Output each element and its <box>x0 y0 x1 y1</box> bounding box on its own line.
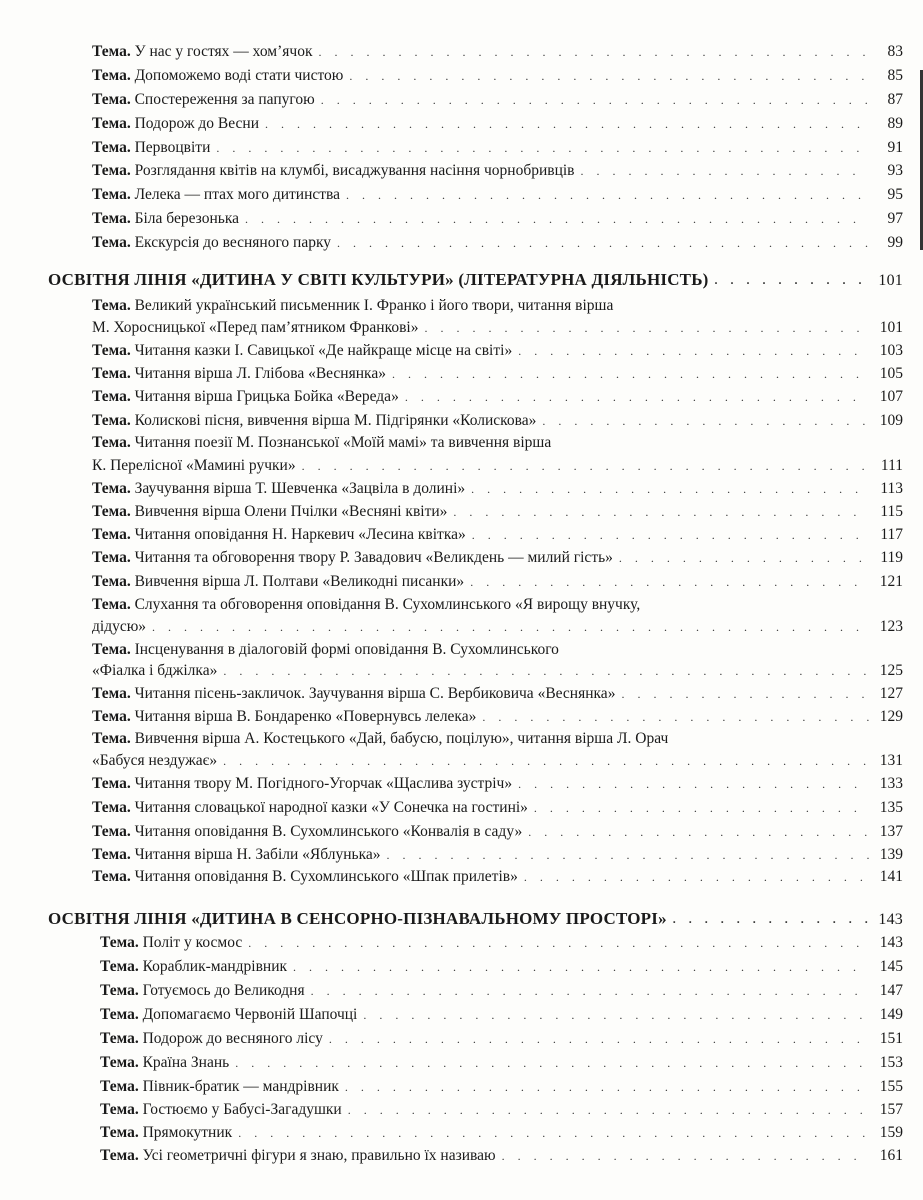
entry-title: Заучування вірша Т. Шевченка «Зацвіла в долині» <box>134 480 466 497</box>
entry-title: Читання словацької народної казки «У Сонечка на гостині» <box>134 799 528 816</box>
entry-label: Тема. <box>100 934 139 951</box>
entry-label: Тема. <box>92 186 131 203</box>
toc-entry-first-line <box>92 596 640 614</box>
toc-entry <box>100 1123 903 1143</box>
page-number: 123 <box>879 618 903 635</box>
page-number: 141 <box>879 868 903 885</box>
entry-label: Тема. <box>92 234 131 251</box>
dot-leader <box>621 688 869 700</box>
toc-entry-first-line <box>92 434 551 452</box>
entry-label: Тема. <box>100 1030 139 1047</box>
dot-leader <box>518 345 869 357</box>
dot-leader <box>542 415 869 427</box>
entry-label: Тема. <box>100 1101 139 1118</box>
entry-label: Тема. <box>92 526 131 543</box>
entry-title: «Фіалка і бджілка» <box>92 662 218 679</box>
page-number: 103 <box>879 342 903 359</box>
dot-leader <box>223 665 869 677</box>
section-heading-sensory <box>48 909 903 929</box>
dot-leader <box>472 529 869 541</box>
section-title: ОСВІТНЯ ЛІНІЯ «ДИТИНА В СЕНСОРНО-ПІЗНАВАЛЬНОМУ ПРОСТОРІ» <box>48 909 667 928</box>
page-number: 139 <box>879 846 903 863</box>
entry-title: Читання твору М. Погідного-Угорчак «Щаслива зустріч» <box>134 775 513 792</box>
entry-label: Тема. <box>92 210 131 227</box>
entry-label: Тема. <box>92 434 131 451</box>
dot-leader <box>534 802 869 814</box>
dot-leader <box>392 368 869 380</box>
page-number: 107 <box>879 388 903 405</box>
page-number: 159 <box>879 1124 903 1141</box>
dot-leader <box>293 961 869 973</box>
page-number: 121 <box>879 573 903 590</box>
page-number: 93 <box>887 162 903 179</box>
page-number: 87 <box>887 91 903 108</box>
page-number: 161 <box>879 1147 903 1164</box>
page-number: 115 <box>880 503 903 520</box>
dot-leader <box>321 94 869 106</box>
toc-entry <box>92 209 903 229</box>
toc-entry <box>92 502 903 522</box>
toc-entry <box>92 867 903 887</box>
dot-leader <box>470 576 869 588</box>
entry-title: Читання вірша В. Бондаренко «Повернувсь лелека» <box>134 708 477 725</box>
page-number: 99 <box>887 234 903 251</box>
toc-entry <box>100 933 903 953</box>
page-number: 137 <box>879 823 903 840</box>
entry-title-line1: Великий український письменник І. Франко і його твори, читання вірша <box>134 297 614 314</box>
entry-title: К. Перелісної «Мамині ручки» <box>92 457 296 474</box>
dot-leader <box>471 483 869 495</box>
entry-title: Політ у космос <box>142 934 243 951</box>
toc-entry <box>92 90 903 110</box>
page-number: 109 <box>879 412 903 429</box>
page-number: 131 <box>879 752 903 769</box>
toc-entry <box>92 684 903 704</box>
toc-entry <box>92 42 903 62</box>
dot-leader <box>502 1150 869 1162</box>
dot-leader <box>482 711 869 723</box>
entry-title: Півник-братик — мандрівник <box>142 1078 339 1095</box>
entry-title: Читання оповідання Н. Наркевич «Лесина квітка» <box>134 526 466 543</box>
entry-title: М. Хоросницької «Перед пам’ятником Франкові» <box>92 319 419 336</box>
page-number: 85 <box>887 67 903 84</box>
entry-label: Тема. <box>92 139 131 156</box>
entry-title: Первоцвіти <box>134 139 211 156</box>
dot-leader <box>235 1057 869 1069</box>
entry-label: Тема. <box>100 1124 139 1141</box>
toc-entry <box>92 479 903 499</box>
page-number: 97 <box>887 210 903 227</box>
toc-entry <box>100 1005 903 1025</box>
entry-title: Вивчення вірша Олени Пчілки «Весняні квіти» <box>134 503 448 520</box>
toc-entry <box>92 364 903 384</box>
entry-title: дідусю» <box>92 618 147 635</box>
entry-title: Читання казки І. Савицької «Де найкраще місце на світі» <box>134 342 513 359</box>
entry-label: Тема. <box>92 43 131 60</box>
dot-leader <box>453 506 869 518</box>
page-number: 129 <box>879 708 903 725</box>
entry-title-line1: Читання поезії М. Познанської «Моїй мамі» та вивчення вірша <box>134 434 552 451</box>
entry-title: Читання пісень-закличок. Заучування вірша С. Вербиковича «Веснянка» <box>134 685 616 702</box>
entry-title: Прямокутник <box>142 1124 233 1141</box>
entry-label: Тема. <box>100 1147 139 1164</box>
entry-title: Усі геометричні фігури я знаю, правильно їх називаю <box>142 1147 496 1164</box>
entry-label: Тема. <box>92 412 131 429</box>
dot-leader <box>265 118 869 130</box>
toc-entry <box>100 1029 903 1049</box>
toc-entry <box>92 161 903 181</box>
page-number: 101 <box>878 272 903 289</box>
dot-leader <box>337 237 869 249</box>
page-number: 133 <box>879 775 903 792</box>
entry-label: Тема. <box>92 641 131 658</box>
page-number: 153 <box>879 1054 903 1071</box>
toc-entry-first-line <box>92 730 668 748</box>
toc-entry <box>92 185 903 205</box>
dot-leader <box>216 142 869 154</box>
toc-entry <box>92 318 903 338</box>
dot-leader <box>715 274 869 286</box>
toc-entry <box>92 456 903 476</box>
dot-leader <box>318 46 869 58</box>
entry-title: Готуємось до Великодня <box>142 982 305 999</box>
page-number: 127 <box>879 685 903 702</box>
entry-label: Тема. <box>92 342 131 359</box>
page-number: 151 <box>879 1030 903 1047</box>
entry-label: Тема. <box>92 388 131 405</box>
toc-entry <box>92 572 903 592</box>
page-number: 143 <box>878 911 903 928</box>
entry-title: Читання вірша Л. Глібова «Веснянка» <box>134 365 386 382</box>
dot-leader <box>619 552 869 564</box>
toc-entry <box>92 548 903 568</box>
dot-leader <box>363 1009 869 1021</box>
page-number: 143 <box>879 934 903 951</box>
entry-title: У нас у гостях — хом’ячок <box>134 43 313 60</box>
entry-title: Країна Знань <box>142 1054 230 1071</box>
toc-entry <box>92 617 903 637</box>
entry-title: Читання оповідання В. Сухомлинського «Конвалія в саду» <box>134 823 523 840</box>
entry-title: Подорож до весняного лісу <box>142 1030 323 1047</box>
entry-label: Тема. <box>92 868 131 885</box>
toc-entry <box>92 661 903 681</box>
toc-entry <box>92 114 903 134</box>
toc-entry <box>92 387 903 407</box>
page-number: 89 <box>887 115 903 132</box>
toc-entry <box>92 822 903 842</box>
entry-title: Вивчення вірша Л. Полтави «Великодні писанки» <box>134 573 465 590</box>
entry-label: Тема. <box>100 1054 139 1071</box>
toc-entry <box>100 1146 903 1166</box>
page-number: 113 <box>880 480 903 497</box>
dot-leader <box>349 70 869 82</box>
dot-leader <box>524 871 869 883</box>
entry-title-line1: Слухання та обговорення оповідання В. Сухомлинського «Я вирощу внучку, <box>134 596 641 613</box>
toc-entry <box>92 525 903 545</box>
toc-entry <box>92 411 903 431</box>
entry-label: Тема. <box>92 596 131 613</box>
page-number: 101 <box>879 319 903 336</box>
entry-label: Тема. <box>92 162 131 179</box>
entry-label: Тема. <box>92 91 131 108</box>
entry-title: Колискові пісня, вивчення вірша М. Підгірянки «Колискова» <box>134 412 537 429</box>
entry-label: Тема. <box>92 799 131 816</box>
entry-label: Тема. <box>92 823 131 840</box>
page-number: 149 <box>879 1006 903 1023</box>
dot-leader <box>581 165 870 177</box>
toc-entry <box>100 1100 903 1120</box>
dot-leader <box>518 778 869 790</box>
section-title: ОСВІТНЯ ЛІНІЯ «ДИТИНА У СВІТІ КУЛЬТУРИ» (ЛІТЕРАТУРНА ДІЯЛЬНІСТЬ) <box>48 270 709 289</box>
toc-entry <box>92 774 903 794</box>
page-number: 155 <box>879 1078 903 1095</box>
entry-title: Лелека — птах мого дитинства <box>134 186 341 203</box>
section-heading-culture <box>48 270 903 290</box>
toc-entry <box>92 341 903 361</box>
page-number: 147 <box>879 982 903 999</box>
entry-label: Тема. <box>92 775 131 792</box>
entry-label: Тема. <box>92 480 131 497</box>
page-number: 95 <box>887 186 903 203</box>
entry-title: Допомагаємо Червоній Шапочці <box>142 1006 358 1023</box>
page-number: 135 <box>879 799 903 816</box>
page-number: 157 <box>879 1101 903 1118</box>
entry-title: Гостюємо у Бабусі-Загадушки <box>142 1101 342 1118</box>
entry-label: Тема. <box>100 1006 139 1023</box>
dot-leader <box>223 755 869 767</box>
entry-label: Тема. <box>92 708 131 725</box>
page-number: 105 <box>879 365 903 382</box>
toc-entry <box>100 1077 903 1097</box>
entry-title: Читання вірша Н. Забіли «Яблунька» <box>134 846 381 863</box>
toc-entry <box>92 66 903 86</box>
dot-leader <box>311 985 869 997</box>
entry-title: Екскурсія до весняного парку <box>134 234 332 251</box>
toc-entry-first-line <box>92 641 559 659</box>
dot-leader <box>238 1127 869 1139</box>
page-number: 91 <box>887 139 903 156</box>
entry-title: Подорож до Весни <box>134 115 260 132</box>
entry-title: Кораблик-мандрівник <box>142 958 288 975</box>
entry-label: Тема. <box>92 365 131 382</box>
toc-entry <box>100 981 903 1001</box>
entry-title: «Бабуся нездужає» <box>92 752 218 769</box>
entry-title-line1: Вивчення вірша А. Костецького «Дай, бабусю, поцілую», читання вірша Л. Орач <box>134 730 669 747</box>
dot-leader <box>387 849 869 861</box>
entry-label: Тема. <box>92 297 131 314</box>
page-number: 125 <box>879 662 903 679</box>
entry-label: Тема. <box>100 1078 139 1095</box>
entry-title: Допоможемо воді стати чистою <box>134 67 344 84</box>
dot-leader <box>152 621 869 633</box>
dot-leader <box>346 189 869 201</box>
page-number: 83 <box>887 43 903 60</box>
toc-entry <box>92 707 903 727</box>
page-number: 145 <box>879 958 903 975</box>
dot-leader <box>245 213 869 225</box>
dot-leader <box>302 460 869 472</box>
toc-entry <box>100 957 903 977</box>
entry-label: Тема. <box>92 685 131 702</box>
page-number: 119 <box>880 549 903 566</box>
entry-label: Тема. <box>100 958 139 975</box>
dot-leader <box>348 1104 869 1116</box>
dot-leader <box>673 913 869 925</box>
toc-entry <box>92 751 903 771</box>
toc-entry <box>92 138 903 158</box>
toc-entry <box>92 798 903 818</box>
entry-label: Тема. <box>92 503 131 520</box>
entry-label: Тема. <box>92 67 131 84</box>
toc-entry <box>100 1053 903 1073</box>
dot-leader <box>528 826 869 838</box>
entry-title: Розглядання квітів на клумбі, висаджування насіння чорнобривців <box>134 162 575 179</box>
entry-label: Тема. <box>92 730 131 747</box>
entry-label: Тема. <box>100 982 139 999</box>
entry-title: Спостереження за папугою <box>134 91 315 108</box>
toc-entry-first-line <box>92 297 613 315</box>
entry-label: Тема. <box>92 549 131 566</box>
page-number: 117 <box>880 526 903 543</box>
entry-label: Тема. <box>92 573 131 590</box>
toc-entry <box>92 233 903 253</box>
dot-leader <box>345 1081 869 1093</box>
entry-title-line1: Інсценування в діалоговій формі оповідання В. Сухомлинського <box>134 641 559 658</box>
dot-leader <box>248 937 869 949</box>
dot-leader <box>329 1033 869 1045</box>
dot-leader <box>405 391 869 403</box>
entry-label: Тема. <box>92 846 131 863</box>
entry-title: Біла березонька <box>134 210 239 227</box>
toc-entry <box>92 845 903 865</box>
entry-title: Читання та обговорення твору Р. Завадович «Великдень — милий гість» <box>134 549 613 566</box>
dot-leader <box>424 322 869 334</box>
entry-title: Читання вірша Грицька Бойка «Вереда» <box>134 388 399 405</box>
entry-title: Читання оповідання В. Сухомлинського «Шпак прилетів» <box>134 868 518 885</box>
page-number: 111 <box>880 457 903 474</box>
entry-label: Тема. <box>92 115 131 132</box>
